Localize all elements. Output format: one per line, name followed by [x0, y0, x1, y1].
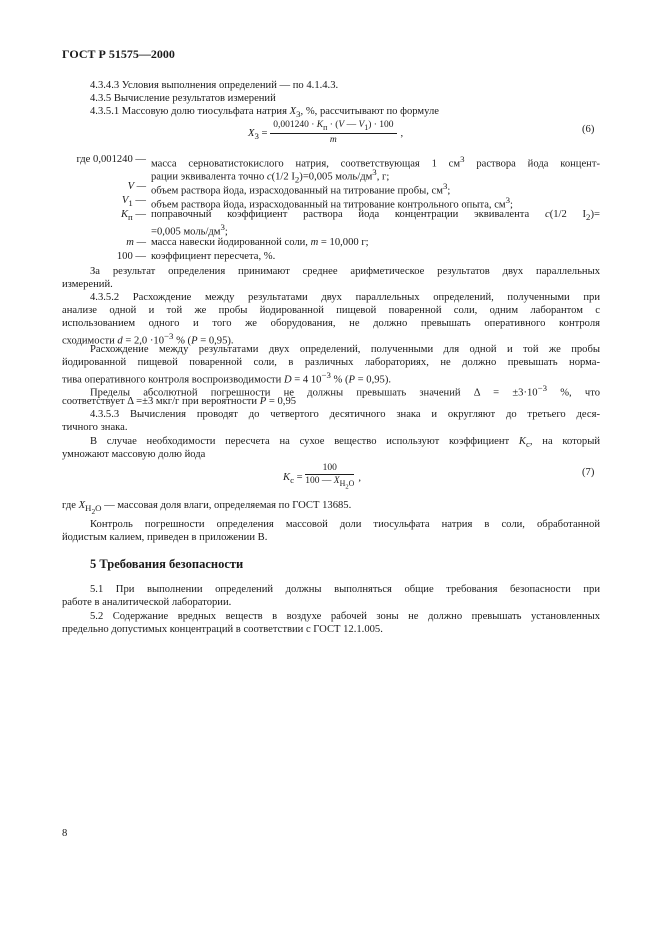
reproducibility-line1: Расхождение между результатами двух определений, полученными для одной и той же пробы — [90, 344, 600, 355]
where-label-100: 100 — — [116, 251, 146, 262]
clause-5-1-line2: работе в аналитической лаборатории. — [62, 597, 232, 608]
clause-5-1-line1: 5.1 При выполнении определений должны выполняться общие требования безопасности при — [90, 584, 600, 595]
where-desc-kp-line2: =0,005 моль/$дм^3$; — [151, 222, 228, 238]
document-header: ГОСТ Р 51575—2000 — [62, 47, 175, 61]
where-desc-0001240-line2: рации эквивалента точно c(1/2 $I_2)=0,005$ моль/$дм^3$, г; — [151, 167, 390, 185]
clause-5-2-line1: 5.2 Содержание вредных веществ в воздухе рабочей зоны не должно превышать установленных — [90, 611, 600, 622]
where-desc-0001240-line1: масса серноватистокислого натрия, соответствующая 1 $см^3$ раствора йода концент- — [151, 154, 601, 170]
where-label-v1: $V_1$ — — [121, 195, 146, 209]
dry-matter-line2: умножают массовую долю йода — [62, 449, 206, 460]
formula-7-number: (7) — [582, 467, 595, 478]
result-paragraph-line2: измерений. — [62, 279, 113, 290]
where-label-v: V — — [127, 181, 146, 192]
page-number: 8 — [62, 828, 68, 839]
where-desc-v: объем раствора йода, израсходованный на титрование пробы, $см^3$; — [151, 181, 451, 197]
where-label-kp: $K_п$ — — [120, 209, 146, 223]
where-desc-m: масса навески йодированной соли, m = 10,000 г; — [151, 237, 369, 248]
clause-4-3-5-2-line4: сходимости $d = 2,0 \cdot 10^{-3}$ % (P = 0,95). — [62, 331, 234, 347]
formula-7: $K_c$ = $\frac{100}{100 — X_{H_2O}}$ , — [283, 463, 361, 491]
control-line2: йодистым калием, приведен в приложении В. — [62, 532, 268, 543]
clause-4-3-5-2-line1: 4.3.5.2 Расхождение между результатами двух параллельных определений, полученными при — [90, 292, 600, 303]
clause-4-3-4-3: 4.3.4.3 Условия выполнения определений — по 4.1.4.3. — [90, 80, 339, 91]
where-h2o: где $X_{H_2O}$ — массовая доля влаги, определяемая по ГОСТ 13685. — [62, 500, 352, 516]
where-label-m: m — — [126, 237, 146, 248]
control-line1: Контроль погрешности определения массовой доли тиосульфата натрия в соли, обработанной — [90, 519, 600, 530]
result-paragraph-line1: За результат определения принимают среднее арифметическое результатов двух параллельных — [90, 266, 600, 277]
clause-4-3-5: 4.3.5 Вычисление результатов измерений — [90, 93, 276, 104]
where-label-0001240: где 0,001240 — — [76, 154, 146, 165]
limits-line1: Пределы абсолютной погрешности не должны превышать значений $\Delta = \pm 3\cdot 10^{-3}$ %, что — [90, 383, 600, 399]
clause-4-3-5-3-line1: 4.3.5.3 Вычисления проводят до четвертого десятичного знака и округляют до третьего деся- — [90, 409, 600, 420]
clause-4-3-5-1: 4.3.5.1 Массовую долю тиосульфата натрия $X_3$, %, рассчитывают по формуле — [90, 106, 439, 120]
reproducibility-line3: тива оперативного контроля воспроизводимости D = 4 $10^{-3}$ % (P = 0,95). — [62, 370, 392, 386]
formula-6: $X_3$ = $\frac{0,001240 \cdot K_п \cdot (V — V_1) \cdot 100}{m}$ , — [248, 120, 404, 145]
where-desc-100: коэффициент пересчета, %. — [151, 251, 276, 262]
section-5-heading: 5 Требования безопасности — [90, 557, 244, 571]
clause-4-3-5-2-line3: использованием одного и того же оборудования, не должно превышать оперативного контроля — [62, 318, 600, 329]
clause-4-3-5-3-line2: тичного знака. — [62, 422, 128, 433]
where-desc-kp-line1: поправочный коэффициент раствора йода концентрации эквивалента c(1/2 $I_2)=$ — [151, 209, 600, 223]
clause-5-2-line2: предельно допустимых концентраций в соответствии с ГОСТ 12.1.005. — [62, 624, 383, 635]
limits-line2: соответствует Δ =±3 мкг/г при вероятности P = 0,95 — [62, 396, 297, 407]
formula-6-number: (6) — [582, 124, 595, 135]
reproducibility-line2: йодированной пищевой поваренной соли, в различных лабораториях, не должно превышать норма- — [62, 357, 600, 368]
clause-4-3-5-2-line2: анализе одной и той же пробы йодированной пищевой поваренной соли, одним лаборантом с — [62, 305, 600, 316]
dry-matter-line1: В случае необходимости пересчета на сухое вещество используют коэффициент $K_c$, на который — [90, 436, 601, 450]
where-desc-v1: объем раствора йода, израсходованный на титрование контрольного опыта, $см^3$; — [151, 195, 513, 211]
